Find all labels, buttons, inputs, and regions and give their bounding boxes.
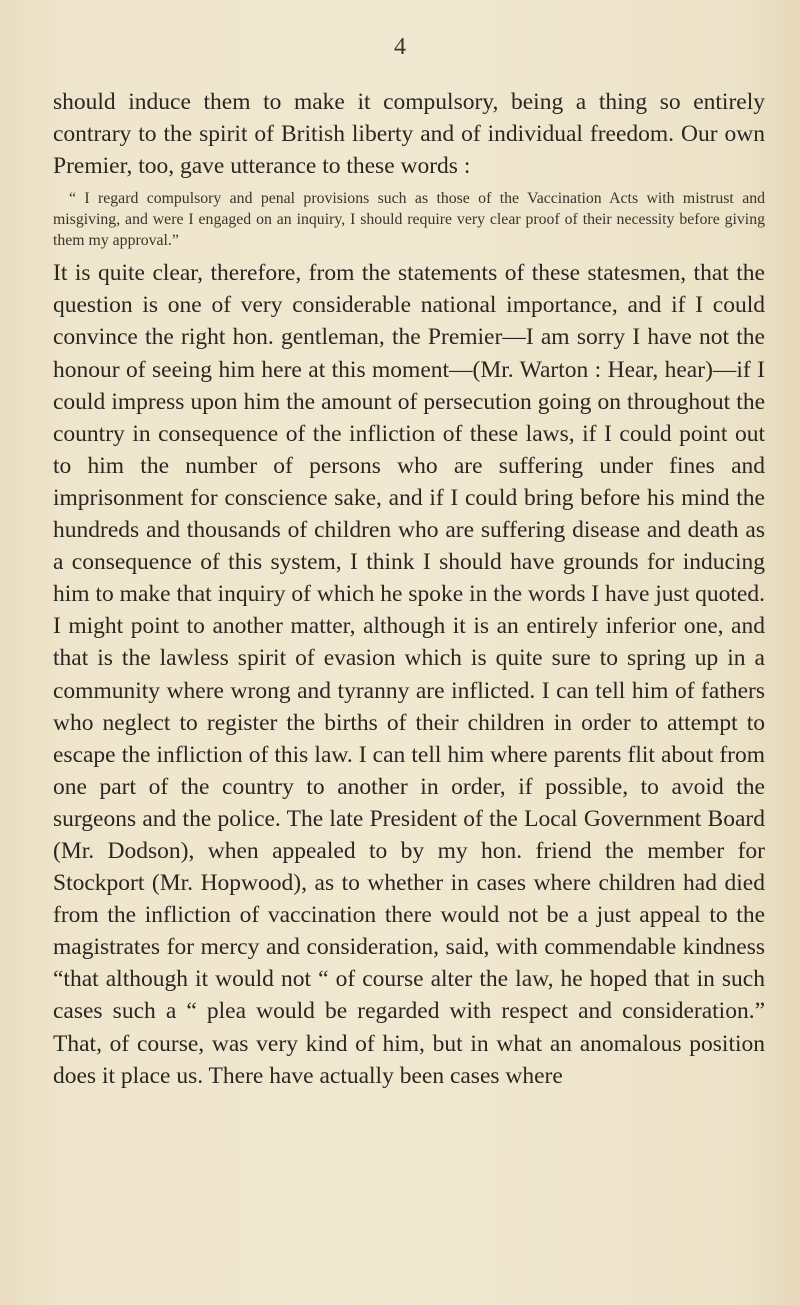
main-paragraph: It is quite clear, therefore, from the statements of these statesmen, that the question is one of very considerable national importance, and if I could convince the right hon. gentleman, the Premier—I am sorry I have not the honour of seeing him here at this moment—(Mr. Warton : Hear, hear)—if I could impress upon him the amount of persecution going on throughout the country in consequence of the infliction of these laws, if I could point out to him the number of persons who are suffering under fines and imprisonment for conscience sake, and if I could bring before his mind the hundreds and thousands of children who are suffering disease and death as a consequence of this system, I think I should have grounds for inducing him to make that inquiry of which he spoke in the words I have just quoted. I might point to another matter, although it is an entirely inferior one, and that is the lawless spirit of evasion which is quite sure to spring up in a community where wrong and tyranny are inflicted. I can tell him of fathers who neglect to register the births of their children in order to attempt to escape the infliction of this law. I can tell him where parents flit about from one part of the country to another in order, if possible, to avoid the surgeons and the police. The late President of the Local Government Board (Mr. Dodson), when appealed to by my hon. friend the member for Stockport (Mr. Hopwood), as to whether in cases where children had died from the infliction of vaccination there would not be a just appeal to the magistrates for mercy and consideration, said, with commendable kindness “that although it would not “ of course alter the law, he hoped that in such cases such a “ plea would be regarded with respect and consideration.” That, of course, was very kind of him, but in what an anomalous position does it place us. There have actually been cases where [53, 260, 765, 1089]
block-quote: “ I regard compulsory and penal provisions such as those of the Vaccination Acts with mistrust and misgiving, and were I engaged on an inquiry, I should require very clear proof of their necessity before giving them my approval.” [53, 190, 765, 250]
opening-paragraph: should induce them to make it compulsory, being a thing so entirely contrary to the spirit of British liberty and of individual freedom. Our own Premier, too, gave utterance to these words : [53, 89, 765, 180]
page-number: 4 [394, 34, 406, 60]
body-text [53, 86, 765, 1092]
